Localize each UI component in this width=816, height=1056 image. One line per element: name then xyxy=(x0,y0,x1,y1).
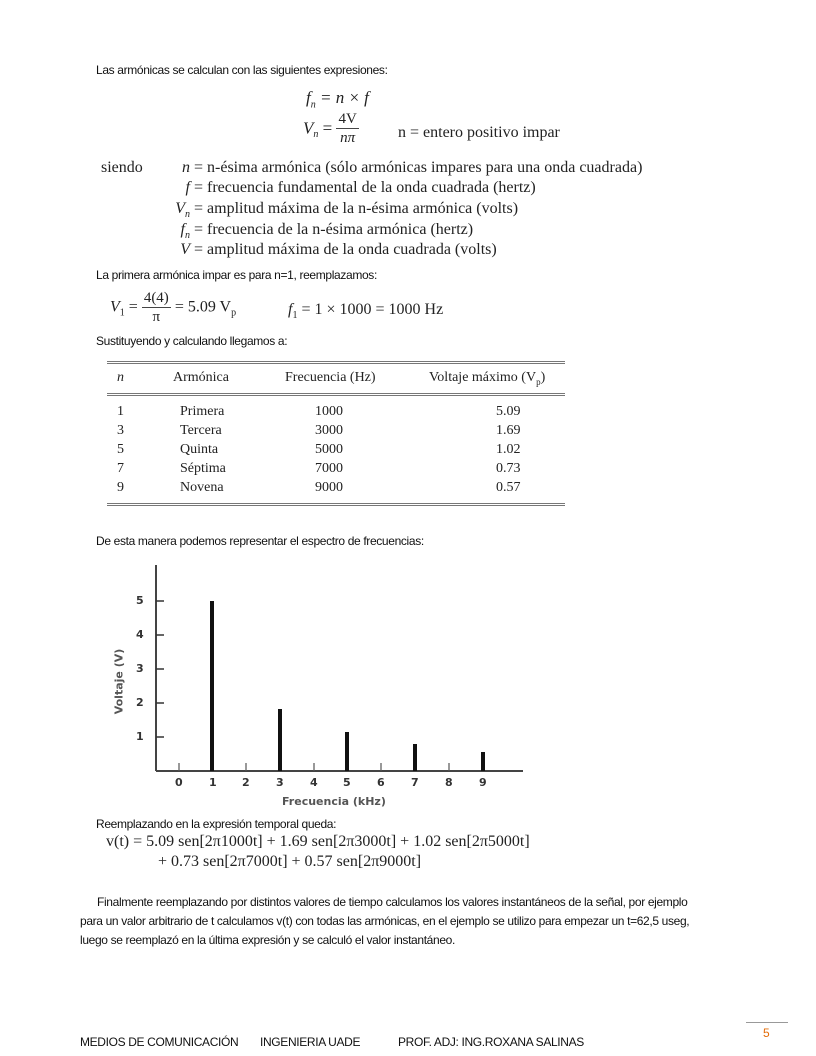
harmonics-table-body xyxy=(107,404,565,500)
formula-f1: $f_1 = 1 \times 1000 = 1000$ Hz xyxy=(288,301,444,322)
formula-vn: $V_n$ = $\frac{4V}{n\pi}$ xyxy=(303,111,357,146)
temporal-intro: Reemplazando en la expresión temporal queda: xyxy=(96,817,337,831)
x-ticks xyxy=(179,763,449,771)
y-tick-label: 2 xyxy=(136,696,144,709)
spectrum-chart-svg xyxy=(100,560,540,815)
footer-school: INGENIERIA UADE xyxy=(260,1035,361,1049)
definition-row: $V_n$ = amplitud máxima de la n-ésima armónica (volts) xyxy=(175,200,519,221)
x-axis-title: Frecuencia (kHz) xyxy=(282,795,386,808)
header-frequency: Frecuencia (Hz) xyxy=(285,370,376,385)
header-harmonic: Armónica xyxy=(173,370,229,385)
bar-5khz xyxy=(345,732,349,771)
definition-row: f = frecuencia fundamental de la onda cuadrada (hertz) xyxy=(185,179,536,196)
table-row: 1 Primera 1000 5.09 xyxy=(117,404,521,419)
definition-row: V = amplitud máxima de la onda cuadrada (volts) xyxy=(180,241,497,258)
table-top-rule xyxy=(107,361,565,364)
header-voltage: Voltaje máximo $(V_p)$ xyxy=(429,370,546,387)
bar-9khz xyxy=(481,752,485,771)
footer-course: MEDIOS DE COMUNICACIÓN xyxy=(80,1035,239,1049)
table-row: 7 Séptima 7000 0.73 xyxy=(117,461,521,476)
conclusion-line-2: para un valor arbitrario de t calculamos v(t) con todas las armónicas, en el ejemplo se utilizo para empezar un t=62,5 useg, xyxy=(80,914,690,928)
fraction-16-over-pi: $\frac{4(4)}{\pi}$ xyxy=(143,290,169,325)
formula-v1: $V_1$ = $\frac{4(4)}{\pi}$ = 5.09 $V_p$ xyxy=(110,290,237,325)
x-tick-label: 3 xyxy=(276,776,284,789)
definitions-label: siendo xyxy=(101,159,143,176)
spectrum-intro: De esta manera podemos representar el espectro de frecuencias: xyxy=(96,534,424,548)
y-tick-label: 4 xyxy=(136,628,144,641)
bar-1khz xyxy=(210,601,214,771)
page-number: 5 xyxy=(763,1026,770,1040)
x-tick-label: 9 xyxy=(479,776,487,789)
table-intro: Sustituyendo y calculando llegamos a: xyxy=(96,334,288,348)
header-n: n xyxy=(117,370,124,385)
table-row: 5 Quinta 5000 1.02 xyxy=(117,442,521,457)
x-tick-label: 5 xyxy=(343,776,351,789)
temporal-formula-line1: v(t) = 5.09 sen[2π1000t] + 1.69 sen[2π3000t] + 1.02 sen[2π5000t] xyxy=(106,833,530,850)
first-harmonic-intro: La primera armónica impar es para n=1, reemplazamos: xyxy=(96,268,377,282)
formula-fn: $f_n = n \times f$ xyxy=(306,88,369,111)
footer-professor: PROF. ADJ: ING.ROXANA SALINAS xyxy=(398,1035,584,1049)
conclusion-line-1: Finalmente reemplazando por distintos valores de tiempo calculamos los valores instantáneos de la señal, por ejemplo xyxy=(97,895,688,909)
y-tick-label: 1 xyxy=(136,730,144,743)
bar-7khz xyxy=(413,744,417,771)
bar-3khz xyxy=(278,709,282,771)
table-bottom-rule xyxy=(107,503,565,506)
n-note: n = entero positivo impar xyxy=(398,124,560,141)
intro-text: Las armónicas se calculan con las siguientes expresiones: xyxy=(96,63,388,77)
x-tick-label: 2 xyxy=(242,776,250,789)
definition-row: n = n-ésima armónica (sólo armónicas impares para una onda cuadrada) xyxy=(182,159,643,176)
y-axis-title: Voltaje (V) xyxy=(112,648,126,715)
fraction-4v-over-npi: $\frac{4V}{n\pi}$ xyxy=(338,111,357,146)
table-row: 3 Tercera 3000 1.69 xyxy=(117,423,521,438)
x-tick-label: 7 xyxy=(411,776,419,789)
page-number-rule xyxy=(746,1022,788,1023)
y-tick-label: 3 xyxy=(136,662,144,675)
x-tick-label: 8 xyxy=(445,776,453,789)
definition-row: $f_n$ = frecuencia de la n-ésima armónica (hertz) xyxy=(180,221,474,242)
x-tick-label: 1 xyxy=(209,776,217,789)
table-row: 9 Novena 9000 0.57 xyxy=(117,480,521,495)
conclusion-line-3: luego se reemplazó en la última expresión y se calculó el valor instantáneo. xyxy=(80,933,455,947)
temporal-formula-line2: + 0.73 sen[2π7000t] + 0.57 sen[2π9000t] xyxy=(158,853,422,870)
spectrum-chart xyxy=(100,560,540,815)
y-ticks xyxy=(156,601,164,737)
definitions-list xyxy=(150,159,710,264)
y-tick-label: 5 xyxy=(136,594,144,607)
x-tick-label: 0 xyxy=(175,776,183,789)
x-tick-label: 4 xyxy=(310,776,318,789)
x-tick-label: 6 xyxy=(377,776,385,789)
spectrum-bars xyxy=(210,601,485,771)
table-header-rule xyxy=(107,393,565,396)
